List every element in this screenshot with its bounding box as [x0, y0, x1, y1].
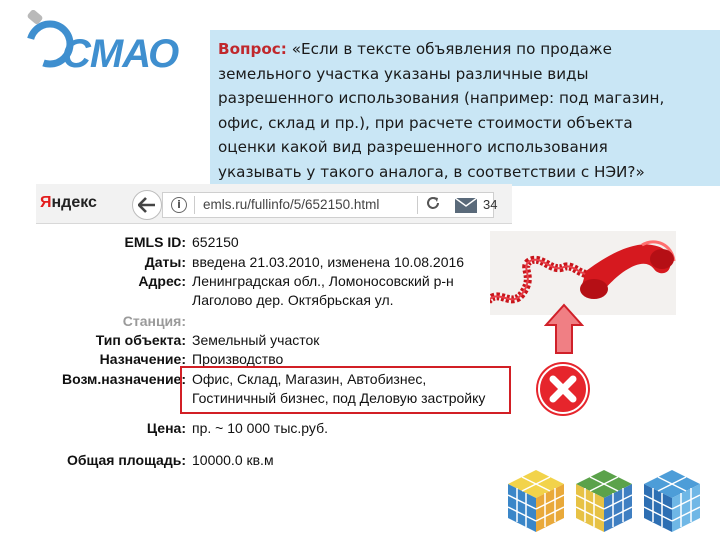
- row-dates: [36, 254, 512, 274]
- question-line-6: указывать у такого аналога, в соответствии с НЭИ?»: [218, 162, 645, 181]
- row-price: [36, 420, 512, 440]
- field-value: 10000.0 кв.м: [192, 452, 274, 468]
- question-line-4: офис, склад и пр.), при расчете стоимости объекта: [218, 113, 633, 132]
- row-emls-id: [36, 234, 512, 254]
- url-divider-right: [417, 196, 418, 214]
- field-value: Офис, Склад, Магазин, Автобизнес,: [192, 371, 427, 387]
- field-label: Даты:: [144, 254, 186, 270]
- field-label: Адрес:: [138, 273, 186, 289]
- highlight-frame: [180, 366, 511, 414]
- row-station: [36, 313, 512, 333]
- mail-icon[interactable]: [455, 198, 477, 218]
- field-label: Назначение:: [99, 351, 186, 367]
- field-label: Общая площадь:: [66, 452, 186, 468]
- question-box: [210, 30, 720, 186]
- info-icon[interactable]: i: [171, 197, 187, 213]
- back-button[interactable]: [132, 190, 162, 220]
- field-value: Производство: [192, 351, 284, 367]
- field-value: Ленинградская обл., Ломоносовский р-н: [192, 273, 454, 289]
- back-arrow-icon: [138, 197, 156, 213]
- question-line-1: «Если в тексте объявления по продаже: [291, 40, 612, 58]
- question-line-5: оценки какой вид разрешенного использования: [218, 138, 608, 157]
- url-divider: [194, 196, 195, 214]
- field-label: Цена:: [146, 420, 186, 436]
- row-total-area: [36, 452, 512, 472]
- cube-icon: [505, 468, 567, 539]
- row-address: [36, 273, 512, 293]
- question-label: Вопрос:: [218, 40, 287, 58]
- field-label: Возм.назначение:: [61, 371, 186, 387]
- row-object-type: [36, 332, 512, 352]
- question-line-2: земельного участка указаны различные виды: [218, 64, 589, 83]
- browser-screenshot: [36, 184, 512, 474]
- cube-icon: [573, 468, 635, 539]
- cube-icon: [641, 468, 703, 539]
- field-label: Станция:: [122, 313, 186, 329]
- cross-mark-icon: [534, 360, 592, 423]
- field-label: EMLS ID:: [124, 234, 186, 250]
- field-value: Лаголово дер. Октябрьская ул.: [192, 292, 394, 308]
- field-value: Гостиничный бизнес, под Деловую застройку: [192, 390, 486, 406]
- field-value: 652150: [192, 234, 239, 250]
- yandex-logo: Яндекс: [40, 194, 97, 211]
- field-label: Тип объекта:: [95, 332, 186, 348]
- reload-icon[interactable]: [425, 195, 441, 216]
- question-line-3: разрешенного использования (например: под магазин,: [218, 89, 665, 108]
- address-bar[interactable]: [162, 192, 498, 218]
- smao-logo: [24, 10, 179, 80]
- url-text[interactable]: emls.ru/fullinfo/5/652150.html: [203, 197, 380, 212]
- mail-count: 34: [483, 197, 498, 212]
- up-arrow-icon: [544, 303, 584, 360]
- browser-toolbar: [36, 184, 512, 224]
- logo-text: СМАО: [62, 32, 179, 76]
- field-value: пр. ~ 10 000 тыс.руб.: [192, 420, 328, 436]
- field-value: введена 21.03.2010, изменена 10.08.2016: [192, 254, 465, 270]
- field-value: Земельный участок: [192, 332, 320, 348]
- row-address-cont: [36, 292, 512, 312]
